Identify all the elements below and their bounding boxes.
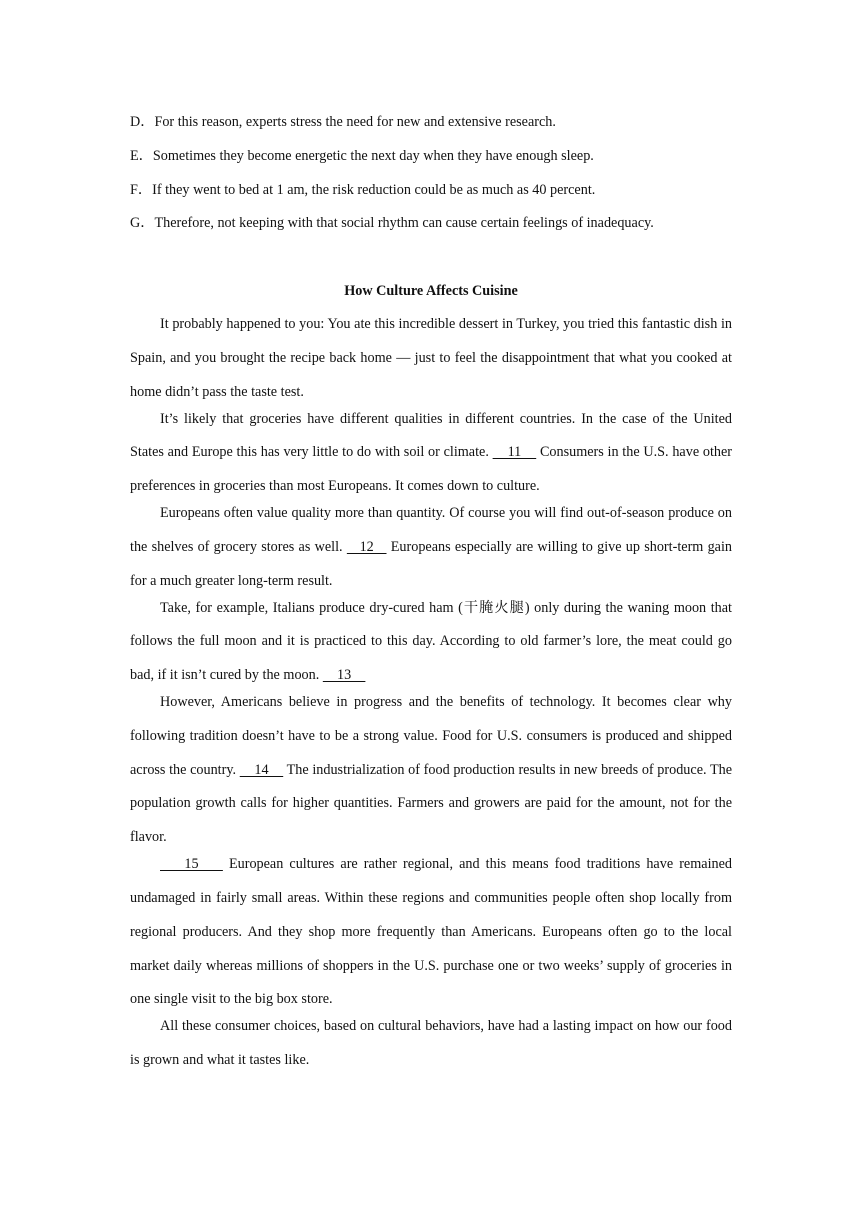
document-page xyxy=(130,112,732,1078)
option-text: Therefore, not keeping with that social rhythm can cause certain feelings of inadequacy. xyxy=(154,215,654,232)
paragraph-text: All these consumer choices, based on cultural behaviors, have had a lasting impact on how our food is grown and what it tastes like. xyxy=(130,1018,732,1069)
paragraph-7 xyxy=(130,1010,732,1078)
blank-15: 15 xyxy=(160,856,223,873)
paragraph-3 xyxy=(130,497,732,598)
blank-12: 12 xyxy=(346,538,387,555)
spacer xyxy=(130,247,732,281)
paragraph-text: It probably happened to you: You ate this incredible dessert in Turkey, you tried this fantastic dish in Spain, and you brought the recipe back home — just to feel the disappointment that what you cooked at home didn’t pass the taste test. xyxy=(130,316,732,400)
blank-14: 14 xyxy=(239,761,284,778)
paragraph-4 xyxy=(130,592,732,693)
paragraph-text: Take, for example, Italians produce dry-cured ham (干腌火腿) only during the waning moon that follows the full moon and it is practiced to this day. According to old farmer’s lore, the meat could go bad, if it isn’t cured by the moon. xyxy=(130,599,732,684)
article-title: How Culture Affects Cuisine xyxy=(344,283,518,300)
option-letter: D xyxy=(130,114,141,130)
paragraph-1 xyxy=(130,308,732,409)
option-text: For this reason, experts stress the need for new and extensive research. xyxy=(154,114,556,130)
option-f: F．If they went to bed at 1 am, the risk reduction could be as much as 40 percent. xyxy=(130,181,596,198)
blank-13: 13 xyxy=(322,667,366,684)
paragraph-text: It’s likely that groceries have different qualities in different countries. In the case of the United States and Europe this has very little to do with soil or climate. xyxy=(130,410,732,461)
paragraph-text: European cultures are rather regional, and this means food traditions have remained undamaged in fairly small areas. Within these regions and communities people often shop locally from regional producers. And they shop more frequently than Americans. Europeans often go to the local market daily whereas millions of shoppers in the U.S. purchase one or two weeks’ supply of groceries in one single visit to the big box store. xyxy=(130,856,732,1008)
paragraph-6 xyxy=(130,848,732,1017)
option-letter: F xyxy=(130,181,138,198)
option-text: If they went to bed at 1 am, the risk reduction could be as much as 40 percent. xyxy=(152,181,596,198)
option-text: Sometimes they become energetic the next day when they have enough sleep. xyxy=(152,147,594,164)
paragraph-text: Europeans especially are willing to give up short-term gain for a much greater long-term result. xyxy=(130,538,732,589)
option-g: G．Therefore, not keeping with that social rhythm can cause certain feelings of inadequacy. xyxy=(130,215,654,232)
paragraph-text: The industrialization of food production results in new breeds of produce. The population growth calls for higher quantities. Farmers and growers are paid for the amount, not for the flavor. xyxy=(130,761,733,846)
paragraph-text: Europeans often value quality more than quantity. Of course you will find out-of-season produce on the shelves of grocery stores as well. xyxy=(130,505,732,555)
paragraph-text: Consumers in the U.S. have other preferences in groceries than most Europeans. It comes down to culture. xyxy=(130,444,733,495)
paragraph-2 xyxy=(130,403,732,504)
option-letter: E xyxy=(130,147,139,164)
paragraph-5 xyxy=(130,686,732,855)
option-e: E．Sometimes they become energetic the next day when they have enough sleep. xyxy=(130,147,594,164)
paragraph-text: However, Americans believe in progress and the benefits of technology. It becomes clear why following tradition doesn’t have to be a strong value. Food for U.S. consumers is produced and shipped across the country. xyxy=(130,694,732,778)
blank-11: 11 xyxy=(492,444,537,461)
option-letter: G xyxy=(130,215,141,232)
option-d: D．For this reason, experts stress the need for new and extensive research. xyxy=(130,114,556,130)
